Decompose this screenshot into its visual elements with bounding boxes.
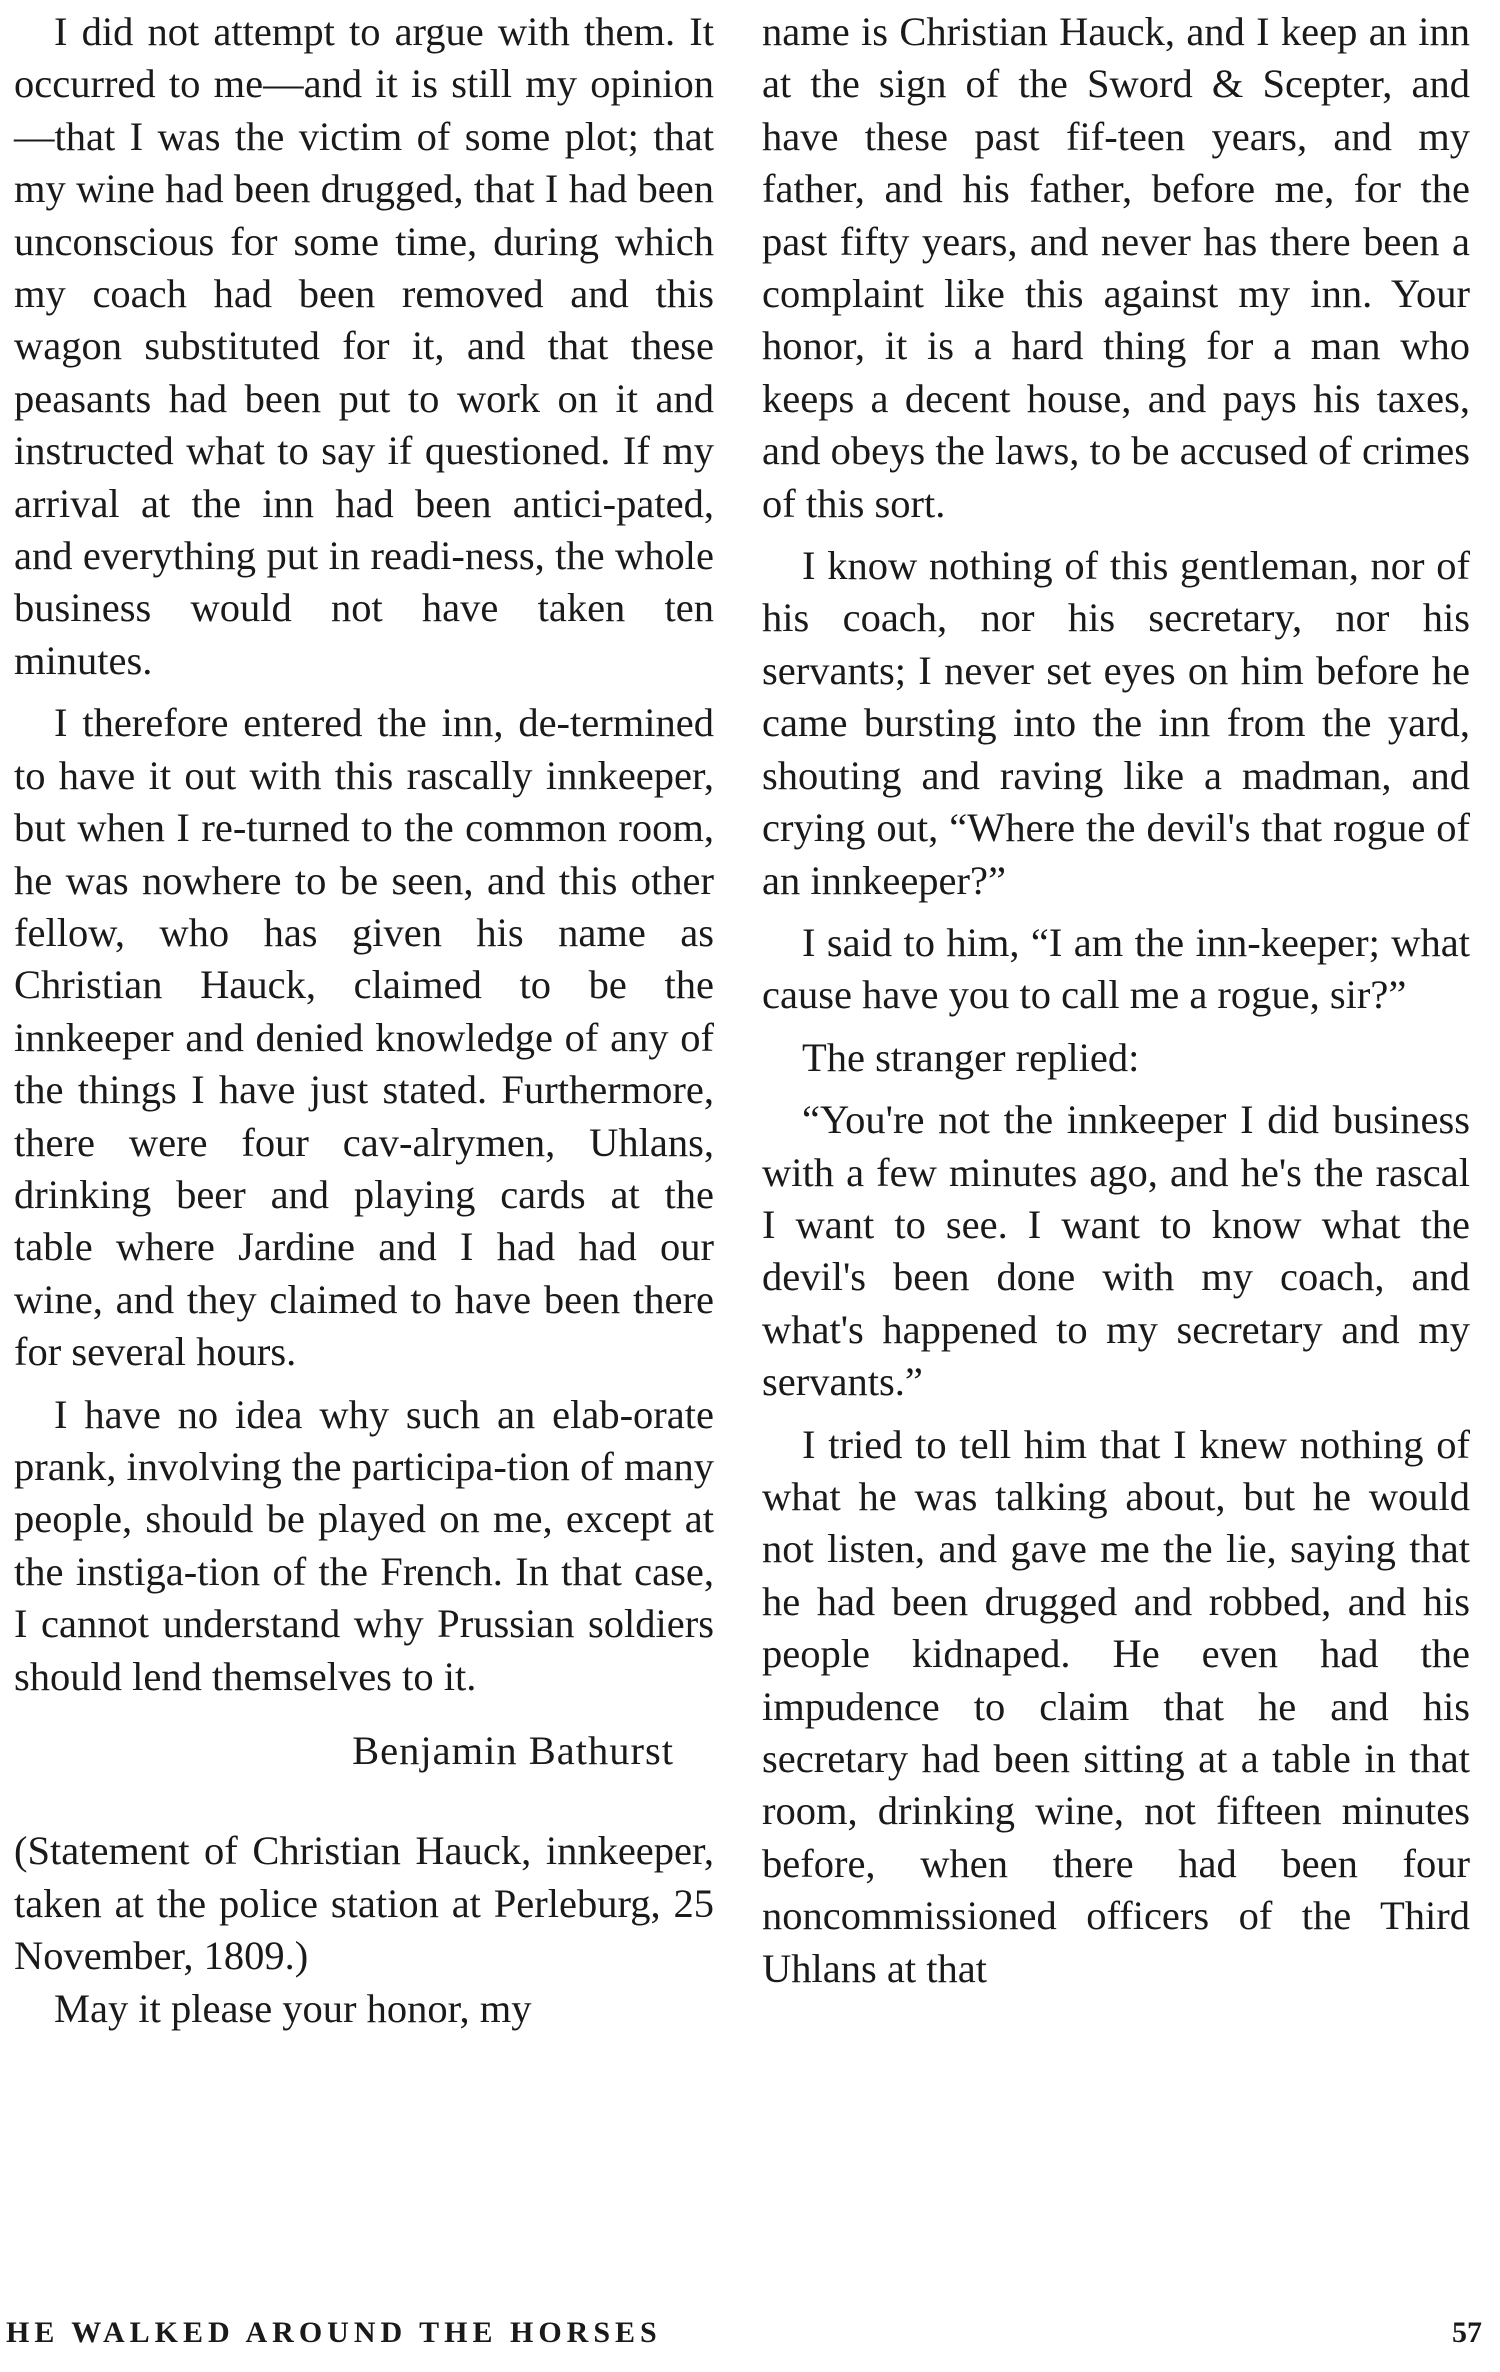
paragraph: name is Christian Hauck, and I keep an inn at the sign of the Sword & Scepter, and have these past fif-teen years, and my father, and his father, before me, for the past fifty years, and never has there been a complaint like this against my inn. Your honor, it is a hard thing for a man who keeps a decent house, and pays his taxes, and obeys the laws, to be accused of crimes of this sort. [762, 9, 1470, 526]
paragraph: I have no idea why such an elab-orate prank, involving the participa-tion of many people, should be played on me, except at the instiga-tion of the French. In that case, I cannot understand why Prussian soldiers should lend themselves to it. [14, 1391, 714, 1699]
paragraph: “You're not the innkeeper I did business with a few minutes ago, and he's the rascal I want to see. I want to know what the devil's been done with my coach, and what's happened to my secretary and my servants.” [762, 1097, 1470, 1405]
page-footer [0, 2316, 1500, 2356]
statement-heading: (Statement of Christian Hauck, innkeeper, taken at the police station at Perleburg, 25 November, 1809.) [14, 1828, 714, 1979]
paragraph: I know nothing of this gentleman, nor of his coach, nor his secretary, nor his servants; I never set eyes on him before he came bursting into the inn from the yard, shouting and raving like a madman, and crying out, “Where the devil's that rogue of an innkeeper?” [762, 543, 1470, 903]
paragraph: I therefore entered the inn, de-termined to have it out with this rascally innkeeper, but when I re-turned to the common room, he was nowhere to be seen, and this other fellow, who has given his name as Christian Hauck, claimed to be the innkeeper and denied knowledge of any of the things I have just stated. Furthermore, there were four cav-alrymen, Uhlans, drinking beer and playing cards at the table where Jardine and I had had our wine, and they claimed to have been there for several hours. [14, 700, 714, 1375]
page-number: 57 [1452, 2316, 1482, 2349]
signature: Benjamin Bathurst [352, 1728, 674, 1773]
paragraph: May it please your honor, my [54, 1985, 532, 2031]
paragraph: I said to him, “I am the inn-keeper; what cause have you to call me a rogue, sir?” [762, 919, 1470, 1018]
paragraph: I tried to tell him that I knew nothing of what he was talking about, but he would not listen, and gave me the lie, saying that he had been drugged and robbed, and his people kidnaped. He even had the impudence to claim that he and his secretary had been sitting at a table in that room, drinking wine, not fifteen minutes before, when there had been four noncommissioned officers of the Third Uhlans at that [762, 1421, 1470, 1991]
left-column [14, 6, 714, 2045]
running-title: HE WALKED AROUND THE HORSES [6, 2316, 662, 2349]
right-column [762, 6, 1470, 2005]
paragraph: The stranger replied: [802, 1034, 1140, 1080]
paragraph: I did not attempt to argue with them. It occurred to me—and it is still my opinion—that I was the victim of some plot; that my wine had been drugged, that I had been unconscious for some time, during which my coach had been removed and this wagon substituted for it, and that these peasants had been put to work on it and instructed what to say if questioned. If my arrival at the inn had been antici-pated, and everything put in readi-ness, the whole business would not have taken ten minutes. [14, 9, 714, 683]
